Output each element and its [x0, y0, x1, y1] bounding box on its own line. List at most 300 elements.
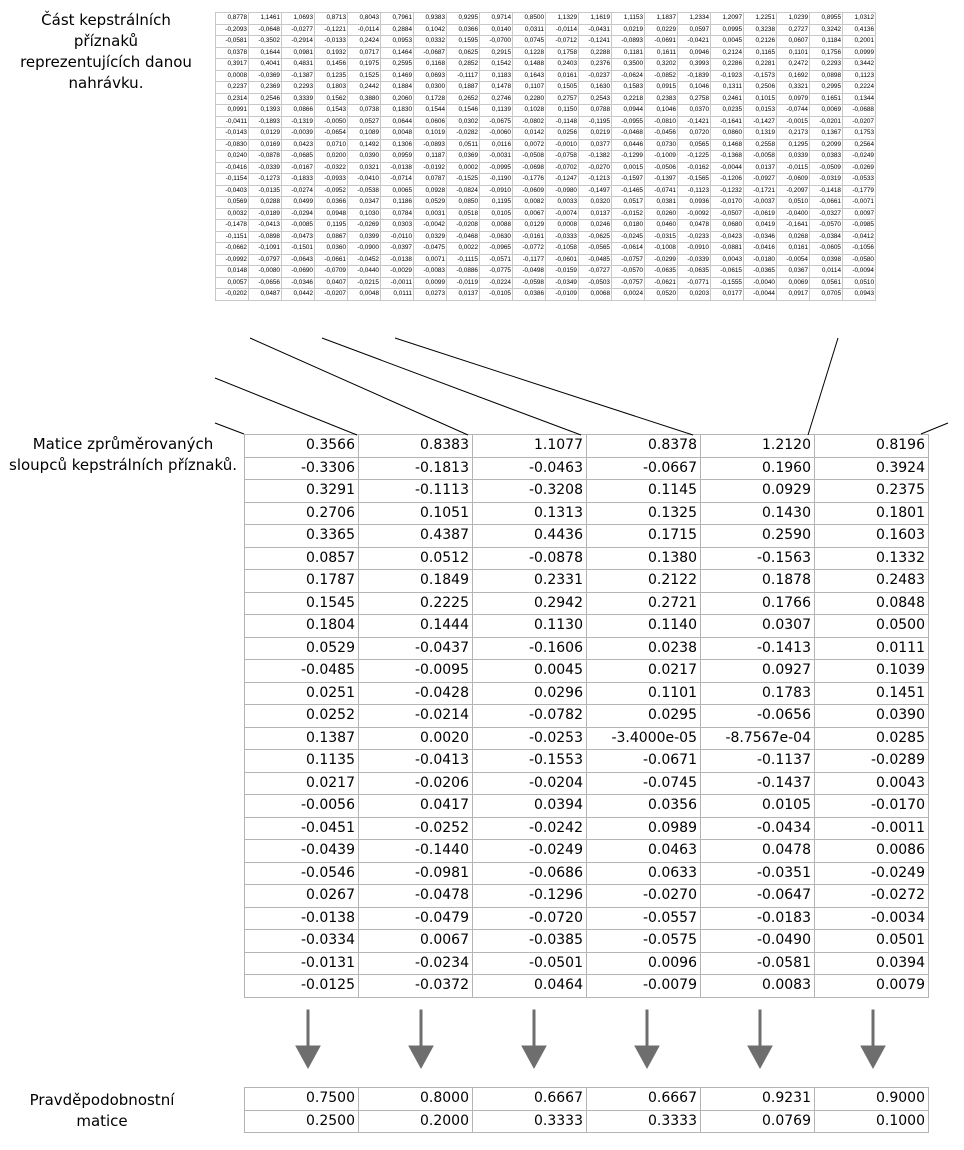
- cepstral-cell: -0,0397: [381, 243, 414, 255]
- cepstral-cell: -0,0339: [249, 162, 282, 174]
- cepstral-cell: -0,1115: [447, 254, 480, 266]
- cepstral-cell: -0,0282: [447, 128, 480, 140]
- cepstral-cell: 0,0561: [810, 277, 843, 289]
- cepstral-cell: 0,0057: [216, 277, 249, 289]
- cepstral-cell: -0,0615: [711, 266, 744, 278]
- cepstral-cell: 0,1525: [348, 70, 381, 82]
- cepstral-cell: -0,0619: [744, 208, 777, 220]
- cepstral-cell: -0,1232: [711, 185, 744, 197]
- probability-cell: 0.9231: [701, 1088, 815, 1111]
- connector-line: [215, 378, 357, 435]
- cepstral-cell: 0,1165: [744, 47, 777, 59]
- cepstral-cell: 0,1393: [249, 105, 282, 117]
- cepstral-cell: 1,0693: [282, 13, 315, 25]
- mean-cell: 0.2942: [473, 592, 587, 615]
- down-arrow-icon: [748, 1046, 772, 1068]
- cepstral-cell: -0,0421: [678, 36, 711, 48]
- cepstral-cell: 0,0219: [579, 128, 612, 140]
- cepstral-cell: 0,3442: [843, 59, 876, 71]
- cepstral-cell: 0,0002: [447, 162, 480, 174]
- cepstral-cell: 0,2314: [216, 93, 249, 105]
- cepstral-cell: -0,0598: [513, 277, 546, 289]
- mean-cell: -0.0351: [701, 862, 815, 885]
- down-arrow-icon: [635, 1046, 659, 1068]
- cepstral-cell: 0,0137: [447, 289, 480, 301]
- cepstral-cell: 0,2727: [777, 24, 810, 36]
- cepstral-cell: -0,0933: [315, 174, 348, 186]
- mean-cell: -0.0385: [473, 930, 587, 953]
- cepstral-cell: 0,0644: [381, 116, 414, 128]
- cepstral-cell: 0,0959: [381, 151, 414, 163]
- mean-cell: -0.0546: [245, 862, 359, 885]
- cepstral-cell: 1,2334: [678, 13, 711, 25]
- cepstral-cell: 0,0788: [579, 105, 612, 117]
- cepstral-cell: 0,1046: [645, 105, 678, 117]
- mean-cell: -0.0490: [701, 930, 815, 953]
- mean-cell: 0.2331: [473, 570, 587, 593]
- cepstral-cell: -0,0249: [843, 151, 876, 163]
- mean-cell: -0.0413: [359, 750, 473, 773]
- cepstral-cell: -0,1721: [744, 185, 777, 197]
- cepstral-cell: 0,0607: [777, 36, 810, 48]
- cepstral-cell: 0,0288: [249, 197, 282, 209]
- cepstral-cell: 0,0717: [348, 47, 381, 59]
- cepstral-cell: -0,1213: [579, 174, 612, 186]
- cepstral-cell: 1,0312: [843, 13, 876, 25]
- mean-cell: -0.0437: [359, 637, 473, 660]
- cepstral-cell: -0,0570: [810, 220, 843, 232]
- cepstral-cell: -0,1497: [579, 185, 612, 197]
- cepstral-cell: 0,2403: [546, 59, 579, 71]
- cepstral-cell: -0,0270: [579, 162, 612, 174]
- cepstral-cell: -0,0277: [282, 24, 315, 36]
- cepstral-cell: -0,0605: [810, 243, 843, 255]
- cepstral-cell: 0,0948: [315, 208, 348, 220]
- cepstral-cell: -0,1923: [711, 70, 744, 82]
- cepstral-cell: 0,0260: [645, 208, 678, 220]
- cepstral-cell: 0,1030: [348, 208, 381, 220]
- mean-cell: -0.0463: [473, 457, 587, 480]
- cepstral-cell: -0,0152: [612, 208, 645, 220]
- mean-cell: 0.1130: [473, 615, 587, 638]
- cepstral-cell: 0,2652: [447, 93, 480, 105]
- cepstral-cell: 0,0381: [645, 197, 678, 209]
- cepstral-cell: -0,0105: [480, 289, 513, 301]
- cepstral-cell: -0,0170: [711, 197, 744, 209]
- cepstral-cell: -0,0044: [711, 162, 744, 174]
- mean-cell: -0.0242: [473, 817, 587, 840]
- cepstral-cell: -0,1241: [579, 36, 612, 48]
- mean-cell: 0.1878: [701, 570, 815, 593]
- cepstral-cell: 0,0915: [645, 82, 678, 94]
- mean-cell: 0.0394: [473, 795, 587, 818]
- cepstral-cell: -0,0538: [348, 185, 381, 197]
- cepstral-cell: 0,0332: [414, 36, 447, 48]
- cepstral-cell: -0,0040: [744, 277, 777, 289]
- mean-cell: -0.0671: [587, 750, 701, 773]
- mean-cell: -8.7567e-04: [701, 727, 815, 750]
- cepstral-cell: -0,0485: [579, 254, 612, 266]
- mean-cell: 0.0238: [587, 637, 701, 660]
- cepstral-cell: 0,1235: [315, 70, 348, 82]
- cepstral-cell: 0,0008: [216, 70, 249, 82]
- cepstral-cell: 0,1887: [447, 82, 480, 94]
- probability-cell: 0.9000: [815, 1088, 929, 1111]
- mean-cell: 0.0529: [245, 637, 359, 660]
- cepstral-cell: -0,0900: [348, 243, 381, 255]
- cepstral-cell: 0,2376: [579, 59, 612, 71]
- cepstral-cell: 0,0300: [414, 82, 447, 94]
- cepstral-cell: 0,0860: [711, 128, 744, 140]
- cepstral-cell: -0,0440: [348, 266, 381, 278]
- cepstral-cell: 0,0105: [480, 208, 513, 220]
- cepstral-cell: 0,0943: [843, 289, 876, 301]
- mean-cell: 0.0929: [701, 480, 815, 503]
- mean-cell: -0.1606: [473, 637, 587, 660]
- cepstral-cell: 0,0383: [810, 151, 843, 163]
- cepstral-cell: 0,0745: [513, 36, 546, 48]
- cepstral-cell: -0,0322: [315, 162, 348, 174]
- cepstral-cell: 0,3242: [810, 24, 843, 36]
- mean-cell: 0.0083: [701, 975, 815, 998]
- cepstral-cell: -0,0506: [645, 162, 678, 174]
- down-arrow-icon: [296, 1046, 320, 1068]
- cepstral-cell: 0,0161: [777, 243, 810, 255]
- down-arrow-shaft: [307, 1010, 309, 1048]
- cepstral-cell: -0,0691: [645, 36, 678, 48]
- cepstral-cell: 0,0423: [282, 139, 315, 151]
- probability-cell: 0.1000: [815, 1110, 929, 1133]
- cepstral-cell: -0,0083: [414, 266, 447, 278]
- mean-cell: -0.0667: [587, 457, 701, 480]
- cepstral-cell: 0,0738: [348, 105, 381, 117]
- cepstral-cell: -0,0050: [315, 116, 348, 128]
- cepstral-cell: -0,0580: [843, 254, 876, 266]
- cepstral-cell: -0,0757: [612, 277, 645, 289]
- cepstral-cell: 0,9295: [447, 13, 480, 25]
- cepstral-cell: 0,0303: [381, 220, 414, 232]
- mean-cell: 0.0478: [701, 840, 815, 863]
- cepstral-cell: 1,1619: [579, 13, 612, 25]
- cepstral-cell: 0,1181: [612, 47, 645, 59]
- cepstral-cell: -0,0237: [579, 70, 612, 82]
- cepstral-cell: -0,2093: [216, 24, 249, 36]
- cepstral-cell: -0,0898: [249, 231, 282, 243]
- cepstral-cell: 0,8955: [810, 13, 843, 25]
- cepstral-cell: -0,1597: [612, 174, 645, 186]
- cepstral-cell: 0,1753: [843, 128, 876, 140]
- cepstral-cell: 0,0033: [546, 197, 579, 209]
- cepstral-cell: 0,2173: [777, 128, 810, 140]
- cepstral-cell: 0,0071: [414, 254, 447, 266]
- cepstral-cell: 0,1195: [315, 220, 348, 232]
- cepstral-cell: 0,3993: [678, 59, 711, 71]
- cepstral-cell: -0,0468: [612, 128, 645, 140]
- cepstral-cell: 0,1543: [315, 105, 348, 117]
- mean-cell: 0.0251: [245, 682, 359, 705]
- cepstral-cell: 0,0043: [711, 254, 744, 266]
- cepstral-cell: -0,0010: [546, 139, 579, 151]
- mean-cell: -0.0183: [701, 907, 815, 930]
- cepstral-cell: 0,0377: [579, 139, 612, 151]
- cepstral-cell: -0,0080: [249, 266, 282, 278]
- cepstral-cell: 0,1488: [513, 59, 546, 71]
- cepstral-cell: 0,0015: [612, 162, 645, 174]
- mean-cell: -0.0575: [587, 930, 701, 953]
- cepstral-cell: 0,1019: [414, 128, 447, 140]
- cepstral-cell: 0,1728: [414, 93, 447, 105]
- cepstral-cell: 0,8500: [513, 13, 546, 25]
- cepstral-cell: 0,2424: [348, 36, 381, 48]
- cepstral-cell: 0,1186: [381, 197, 414, 209]
- cepstral-cell: 0,0024: [612, 289, 645, 301]
- cepstral-cell: -0,0702: [546, 162, 579, 174]
- cepstral-cell: -0,0675: [480, 116, 513, 128]
- cepstral-cell: -0,1195: [579, 116, 612, 128]
- cepstral-cell: 0,0321: [348, 162, 381, 174]
- mean-cell: -0.0720: [473, 907, 587, 930]
- mean-cell: 0.0267: [245, 885, 359, 908]
- mean-cell: -0.0138: [245, 907, 359, 930]
- cepstral-cell: -0,0319: [810, 174, 843, 186]
- cepstral-cell: -0,1091: [249, 243, 282, 255]
- connector-line: [395, 338, 693, 435]
- cepstral-cell: 0,0148: [216, 266, 249, 278]
- cepstral-cell: 0,0991: [216, 105, 249, 117]
- cepstral-cell: 0,0311: [513, 24, 546, 36]
- cepstral-cell: 0,0917: [777, 289, 810, 301]
- connector-line: [250, 338, 468, 435]
- cepstral-cell: -0,0886: [447, 266, 480, 278]
- cepstral-cell: -0,0189: [249, 208, 282, 220]
- cepstral-cell: -0,0349: [546, 277, 579, 289]
- mean-cell: -0.0439: [245, 840, 359, 863]
- cepstral-cell: -0,0294: [282, 208, 315, 220]
- cepstral-cell: -0,1525: [447, 174, 480, 186]
- cepstral-cell: 0,0953: [381, 36, 414, 48]
- mean-cell: 0.1801: [815, 502, 929, 525]
- mean-cell: 0.2122: [587, 570, 701, 593]
- cepstral-cell: -0,0507: [711, 208, 744, 220]
- cepstral-cell: 0,0072: [513, 139, 546, 151]
- mean-cell: 0.1039: [815, 660, 929, 683]
- cepstral-cell: 0,1306: [381, 139, 414, 151]
- down-arrow-shaft: [533, 1010, 535, 1048]
- mean-cell: 0.2706: [245, 502, 359, 525]
- mean-cell: 0.0217: [245, 772, 359, 795]
- cepstral-cell: 0,0008: [546, 220, 579, 232]
- mean-cell: 0.1140: [587, 615, 701, 638]
- cepstral-cell: 0,0399: [348, 231, 381, 243]
- cepstral-cell: -0,0207: [843, 116, 876, 128]
- mean-cell: -0.0451: [245, 817, 359, 840]
- mean-cell: 0.0043: [815, 772, 929, 795]
- cepstral-cell: -0,0687: [414, 47, 447, 59]
- cepstral-cell: -0,1427: [744, 116, 777, 128]
- cepstral-cell: 0,1651: [810, 93, 843, 105]
- cepstral-cell: 0,0928: [414, 185, 447, 197]
- cepstral-cell: 0,2884: [381, 24, 414, 36]
- cepstral-cell: -0,0712: [546, 36, 579, 48]
- cepstral-cell: 0,1168: [414, 59, 447, 71]
- cepstral-cell: -0,0114: [348, 24, 381, 36]
- cepstral-cell: -0,0601: [546, 254, 579, 266]
- cepstral-cell: 0,0082: [513, 197, 546, 209]
- cepstral-cell: -0,0509: [810, 162, 843, 174]
- mean-cell: -0.1437: [701, 772, 815, 795]
- cepstral-cell: 0,0180: [612, 220, 645, 232]
- mean-cell: -0.0252: [359, 817, 473, 840]
- cepstral-cell: 0,0048: [381, 128, 414, 140]
- cepstral-cell: -0,0741: [645, 185, 678, 197]
- cepstral-cell: -0,0635: [678, 266, 711, 278]
- mean-cell: 0.1380: [587, 547, 701, 570]
- cepstral-cell: -0,0074: [546, 208, 579, 220]
- cepstral-cell: 0,8043: [348, 13, 381, 25]
- mean-cell: 0.2375: [815, 480, 929, 503]
- cepstral-cell: 0,0129: [249, 128, 282, 140]
- mean-cell: 1.1077: [473, 435, 587, 458]
- cepstral-cell: 0,0329: [414, 231, 447, 243]
- cepstral-cell: 0,0898: [810, 70, 843, 82]
- cepstral-cell: -0,0571: [480, 254, 513, 266]
- mean-cell: 0.3291: [245, 480, 359, 503]
- cepstral-cell: -0,0661: [810, 197, 843, 209]
- mean-cell: 0.1313: [473, 502, 587, 525]
- cepstral-cell: 0,0936: [678, 197, 711, 209]
- cepstral-cell: 0,2280: [513, 93, 546, 105]
- cepstral-cell: -0,0456: [645, 128, 678, 140]
- cepstral-cell: -0,1465: [612, 185, 645, 197]
- cepstral-cell: 0,1344: [843, 93, 876, 105]
- cepstral-cell: -0,0416: [216, 162, 249, 174]
- cepstral-cell: 0,1884: [381, 82, 414, 94]
- cepstral-cell: 0,3202: [645, 59, 678, 71]
- cepstral-cell: 0,0944: [612, 105, 645, 117]
- mean-cell: 0.0633: [587, 862, 701, 885]
- cepstral-cell: 0,0720: [678, 128, 711, 140]
- mean-cell: -0.0249: [473, 840, 587, 863]
- cepstral-cell: 0,0625: [447, 47, 480, 59]
- cepstral-cell: -0,0621: [645, 277, 678, 289]
- cepstral-cell: -0,0094: [843, 266, 876, 278]
- cepstral-cell: -0,0744: [777, 105, 810, 117]
- cepstral-cell: -0,1573: [744, 70, 777, 82]
- cepstral-cell: -0,0630: [480, 231, 513, 243]
- cepstral-cell: -0,0648: [249, 24, 282, 36]
- cepstral-cell: 0,0022: [447, 243, 480, 255]
- cepstral-cell: 0,0246: [579, 220, 612, 232]
- cepstral-cell: -0,1154: [216, 174, 249, 186]
- cepstral-cell: -0,0995: [480, 162, 513, 174]
- cepstral-cell: -0,0980: [546, 185, 579, 197]
- mean-cell: 0.0512: [359, 547, 473, 570]
- mean-cell: 0.0067: [359, 930, 473, 953]
- connector-line: [921, 423, 948, 434]
- cepstral-cell: 0,0866: [282, 105, 315, 117]
- cepstral-cell: 1,1461: [249, 13, 282, 25]
- cepstral-cell: 0,1643: [513, 70, 546, 82]
- cepstral-cell: -0,3502: [249, 36, 282, 48]
- cepstral-cell: 0,0370: [678, 105, 711, 117]
- cepstral-cell: -0,0985: [843, 220, 876, 232]
- mean-cell: 0.1451: [815, 682, 929, 705]
- cepstral-cell: 0,3500: [612, 59, 645, 71]
- cepstral-cell: 0,9714: [480, 13, 513, 25]
- down-arrow-shaft: [759, 1010, 761, 1048]
- mean-cell: 0.0927: [701, 660, 815, 683]
- cepstral-cell: 0,1505: [546, 82, 579, 94]
- cepstral-cell: 0,2757: [546, 93, 579, 105]
- cepstral-cell: 0,1756: [810, 47, 843, 59]
- cepstral-cell: -0,0727: [579, 266, 612, 278]
- cepstral-cell: 0,2995: [810, 82, 843, 94]
- mean-cell: -0.0289: [815, 750, 929, 773]
- cepstral-cell: 0,1184: [810, 36, 843, 48]
- cepstral-cell: 0,1975: [348, 59, 381, 71]
- cepstral-cell: 0,0069: [777, 277, 810, 289]
- cepstral-cell: -0,0656: [249, 277, 282, 289]
- cepstral-cell: 0,0867: [315, 231, 348, 243]
- mean-cell: 0.1960: [701, 457, 815, 480]
- cepstral-cell: -0,1421: [678, 116, 711, 128]
- mean-cell: -0.0686: [473, 862, 587, 885]
- cepstral-cell: -0,0384: [810, 231, 843, 243]
- averaged-matrix-label: Matice zprůměrovaných sloupců kepstrálních příznaků.: [9, 435, 237, 474]
- mean-cell: 0.1783: [701, 682, 815, 705]
- cepstral-cell: 0,1830: [381, 105, 414, 117]
- mean-cell: 0.0295: [587, 705, 701, 728]
- mean-cell: 0.8196: [815, 435, 929, 458]
- cepstral-cell: -0,1206: [711, 174, 744, 186]
- cepstral-cell: 0,2224: [843, 82, 876, 94]
- cepstral-cell: 1,2251: [744, 13, 777, 25]
- mean-cell: -0.0056: [245, 795, 359, 818]
- cepstral-cell: -0,0661: [315, 254, 348, 266]
- cepstral-cell: -0,0039: [282, 128, 315, 140]
- mean-cell: -0.1563: [701, 547, 815, 570]
- cepstral-cell: -0,0881: [711, 243, 744, 255]
- cepstral-cell: 0,0529: [414, 197, 447, 209]
- cepstral-cell: 0,0367: [777, 266, 810, 278]
- mean-cell: -0.0656: [701, 705, 815, 728]
- cepstral-cell: -0,0965: [480, 243, 513, 255]
- cepstral-cell: 0,1015: [744, 93, 777, 105]
- cepstral-cell: -0,1833: [282, 174, 315, 186]
- cepstral-cell: -0,0365: [744, 266, 777, 278]
- cepstral-cell: 0,0510: [777, 197, 810, 209]
- cepstral-cell: 0,2288: [579, 47, 612, 59]
- mean-cell: 0.0285: [815, 727, 929, 750]
- mean-cell: 0.1332: [815, 547, 929, 570]
- probability-cell: 0.6667: [473, 1088, 587, 1111]
- cepstral-cell: -0,0412: [843, 231, 876, 243]
- cepstral-cell: 0,0114: [810, 266, 843, 278]
- cepstral-cell: -0,0952: [315, 185, 348, 197]
- cepstral-cell: -0,0060: [480, 128, 513, 140]
- cepstral-cell: 0,0369: [447, 151, 480, 163]
- cepstral-cell: 0,8778: [216, 13, 249, 25]
- mean-cell: 0.1715: [587, 525, 701, 548]
- mean-cell: -0.0372: [359, 975, 473, 998]
- cepstral-cell: 0,0045: [711, 36, 744, 48]
- cepstral-cell: 0,0200: [315, 151, 348, 163]
- cepstral-cell: -0,0654: [315, 128, 348, 140]
- mean-cell: -0.0428: [359, 682, 473, 705]
- cepstral-cell: -0,0570: [612, 266, 645, 278]
- cepstral-cell: -0,1501: [282, 243, 315, 255]
- mean-cell: 1.2120: [701, 435, 815, 458]
